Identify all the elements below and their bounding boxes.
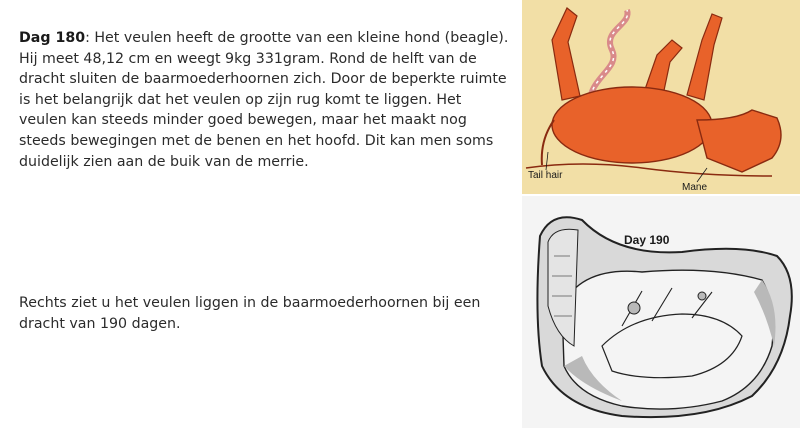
foal-drawing [522,0,800,194]
day-heading: Dag 180 [19,30,86,46]
uterus-drawing [522,196,800,428]
foal-illustration [522,0,800,194]
mane-label: Mane [682,182,708,193]
tail-label: Tail hair [528,170,563,181]
intro-text: : Het veulen heeft de grootte van een kleine hond (beagle). Hij meet 48,12 cm en weegt 9kg 331gram. Rond de helft van de dracht sluiten de baarmoederhoornen zich. Door de beperkte ruimte is het belangrijk dat het veulen op zijn rug komt te liggen. Het veulen kan steeds minder goed bewegen, maar het maakt nog steeds bewegingen met de benen en het hoofd. Dit kan men soms duidelijk zien aan de buik van de merrie. [19,30,509,170]
diagram-title: Day 190 [624,233,670,247]
uterus-diagram [522,196,800,428]
intro-paragraph [19,28,509,172]
second-paragraph: Rechts ziet u het veulen liggen in de baarmoederhoornen bij een dracht van 190 dagen. [19,295,481,332]
